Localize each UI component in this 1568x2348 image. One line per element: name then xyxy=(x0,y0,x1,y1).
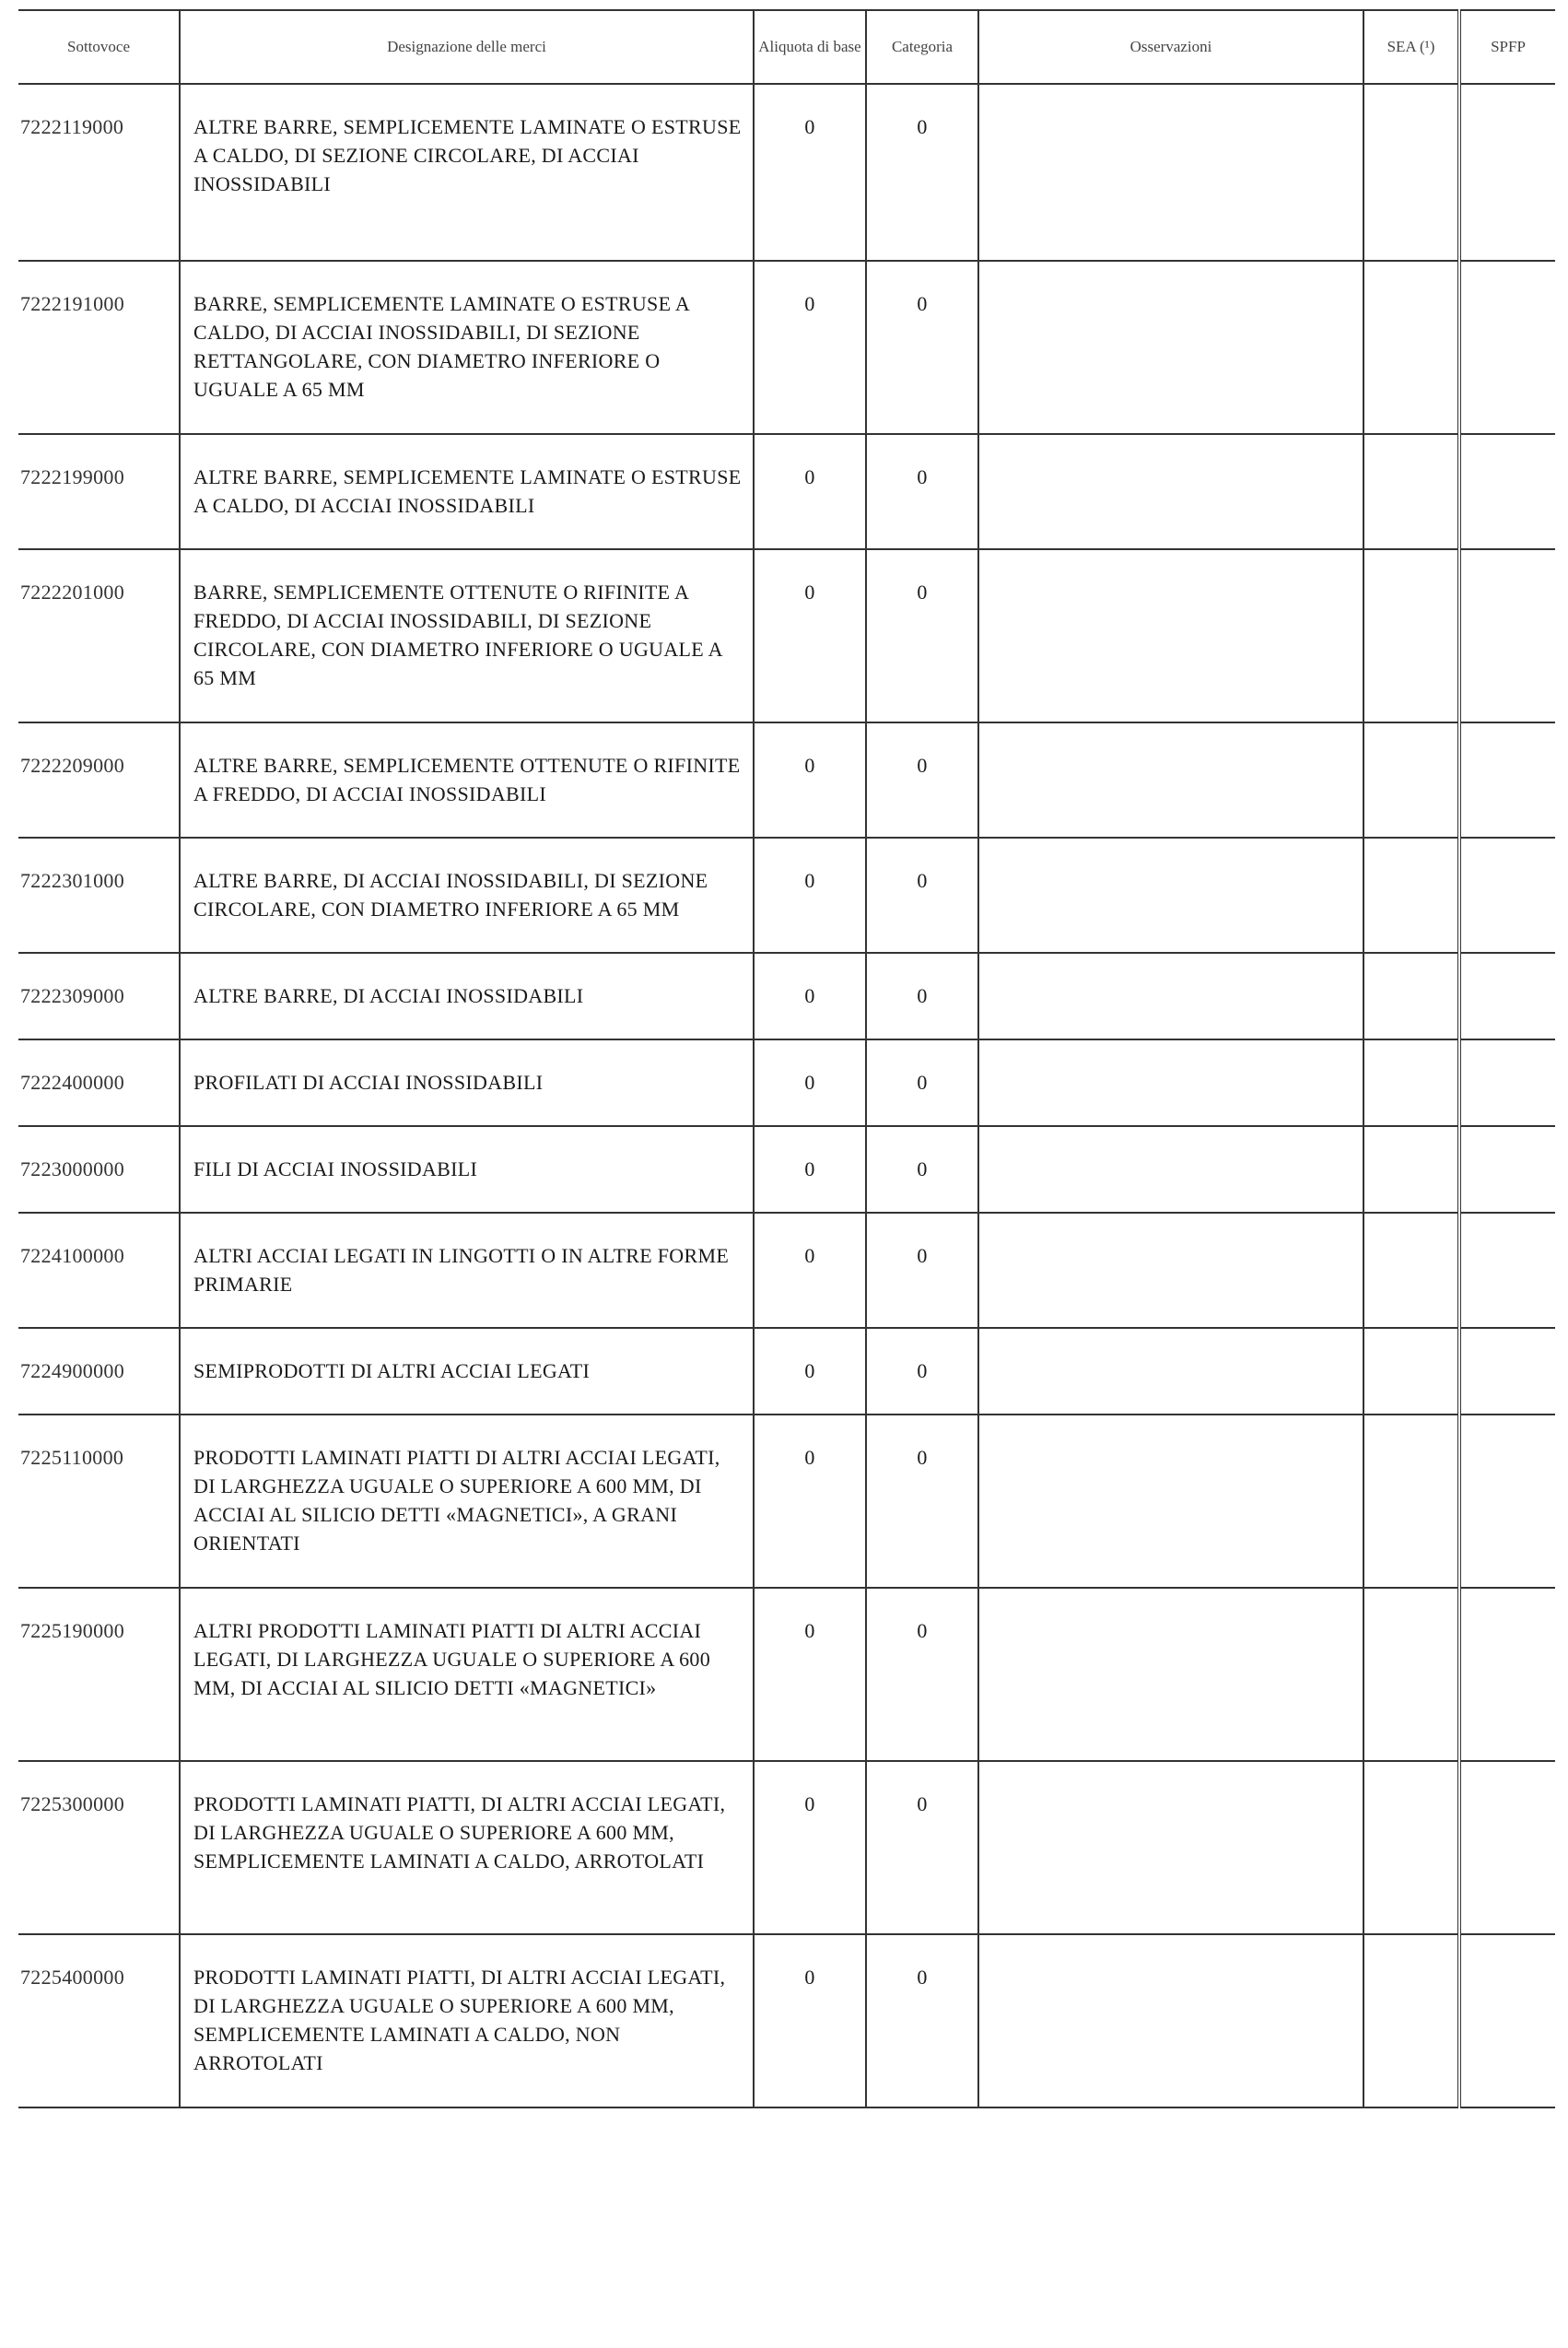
cell-designazione: SEMIPRODOTTI DI ALTRI ACCIAI LEGATI xyxy=(180,1328,754,1415)
cell-sea xyxy=(1363,549,1459,722)
table-row xyxy=(18,1761,1555,1934)
cell-aliquota: 0 xyxy=(754,84,866,261)
cell-aliquota: 0 xyxy=(754,722,866,838)
table-row xyxy=(18,261,1555,434)
col-header-categoria: Categoria xyxy=(866,10,978,84)
cell-sottovoce: 7222301000 xyxy=(18,838,180,953)
cell-sottovoce: 7225190000 xyxy=(18,1588,180,1761)
table-row xyxy=(18,84,1555,261)
cell-osservazioni xyxy=(978,1213,1363,1328)
table-row xyxy=(18,434,1555,549)
cell-sottovoce: 7222201000 xyxy=(18,549,180,722)
cell-designazione: BARRE, SEMPLICEMENTE LAMINATE O ESTRUSE A CALDO, DI ACCIAI INOSSIDABILI, DI SEZIONE RETTANGOLARE, CON DIAMETRO INFERIORE O UGUALE A 65 MM xyxy=(180,261,754,434)
cell-sea xyxy=(1363,1126,1459,1213)
cell-categoria: 0 xyxy=(866,722,978,838)
cell-designazione: PROFILATI DI ACCIAI INOSSIDABILI xyxy=(180,1039,754,1126)
cell-designazione: PRODOTTI LAMINATI PIATTI, DI ALTRI ACCIAI LEGATI, DI LARGHEZZA UGUALE O SUPERIORE A 600 MM, SEMPLICEMENTE LAMINATI A CALDO, NON ARROTOLATI xyxy=(180,1934,754,2107)
table-row xyxy=(18,1328,1555,1415)
cell-aliquota: 0 xyxy=(754,1934,866,2107)
cell-categoria: 0 xyxy=(866,1761,978,1934)
cell-aliquota: 0 xyxy=(754,838,866,953)
table-row xyxy=(18,838,1555,953)
cell-designazione: ALTRE BARRE, SEMPLICEMENTE LAMINATE O ESTRUSE A CALDO, DI SEZIONE CIRCOLARE, DI ACCIAI INOSSIDABILI xyxy=(180,84,754,261)
col-header-sottovoce: Sottovoce xyxy=(18,10,180,84)
cell-categoria: 0 xyxy=(866,1588,978,1761)
cell-designazione: ALTRE BARRE, DI ACCIAI INOSSIDABILI xyxy=(180,953,754,1039)
cell-aliquota: 0 xyxy=(754,1415,866,1588)
cell-aliquota: 0 xyxy=(754,1126,866,1213)
cell-sottovoce: 7225300000 xyxy=(18,1761,180,1934)
col-header-sea: SEA (¹) xyxy=(1363,10,1459,84)
cell-categoria: 0 xyxy=(866,953,978,1039)
cell-osservazioni xyxy=(978,838,1363,953)
header-row xyxy=(18,10,1555,84)
col-header-designazione: Designazione delle merci xyxy=(180,10,754,84)
cell-sea xyxy=(1363,1328,1459,1415)
cell-spfp xyxy=(1459,1761,1555,1934)
cell-sottovoce: 7225110000 xyxy=(18,1415,180,1588)
cell-designazione: ALTRI PRODOTTI LAMINATI PIATTI DI ALTRI ACCIAI LEGATI, DI LARGHEZZA UGUALE O SUPERIORE A 600 MM, DI ACCIAI AL SILICIO DETTI «MAGNETICI» xyxy=(180,1588,754,1761)
cell-spfp xyxy=(1459,1415,1555,1588)
cell-aliquota: 0 xyxy=(754,261,866,434)
cell-categoria: 0 xyxy=(866,1213,978,1328)
cell-categoria: 0 xyxy=(866,1328,978,1415)
cell-sottovoce: 7223000000 xyxy=(18,1126,180,1213)
cell-categoria: 0 xyxy=(866,549,978,722)
cell-designazione: ALTRE BARRE, SEMPLICEMENTE OTTENUTE O RIFINITE A FREDDO, DI ACCIAI INOSSIDABILI xyxy=(180,722,754,838)
cell-designazione: FILI DI ACCIAI INOSSIDABILI xyxy=(180,1126,754,1213)
cell-sea xyxy=(1363,1588,1459,1761)
cell-sea xyxy=(1363,838,1459,953)
cell-sottovoce: 7222309000 xyxy=(18,953,180,1039)
tariff-table-container xyxy=(18,9,1555,2108)
table-row xyxy=(18,722,1555,838)
cell-spfp xyxy=(1459,722,1555,838)
cell-sea xyxy=(1363,261,1459,434)
cell-osservazioni xyxy=(978,953,1363,1039)
cell-aliquota: 0 xyxy=(754,549,866,722)
cell-osservazioni xyxy=(978,261,1363,434)
table-row xyxy=(18,1213,1555,1328)
cell-sea xyxy=(1363,1761,1459,1934)
cell-aliquota: 0 xyxy=(754,1328,866,1415)
cell-osservazioni xyxy=(978,434,1363,549)
cell-categoria: 0 xyxy=(866,84,978,261)
cell-designazione: ALTRI ACCIAI LEGATI IN LINGOTTI O IN ALTRE FORME PRIMARIE xyxy=(180,1213,754,1328)
table-row xyxy=(18,549,1555,722)
cell-categoria: 0 xyxy=(866,1934,978,2107)
table-row xyxy=(18,1126,1555,1213)
cell-designazione: PRODOTTI LAMINATI PIATTI DI ALTRI ACCIAI LEGATI, DI LARGHEZZA UGUALE O SUPERIORE A 600 MM, DI ACCIAI AL SILICIO DETTI «MAGNETICI», A GRANI ORIENTATI xyxy=(180,1415,754,1588)
cell-sottovoce: 7224100000 xyxy=(18,1213,180,1328)
col-header-osservazioni: Osservazioni xyxy=(978,10,1363,84)
cell-aliquota: 0 xyxy=(754,1588,866,1761)
cell-spfp xyxy=(1459,1039,1555,1126)
cell-sea xyxy=(1363,1213,1459,1328)
cell-spfp xyxy=(1459,1328,1555,1415)
cell-sea xyxy=(1363,1934,1459,2107)
cell-sea xyxy=(1363,1415,1459,1588)
cell-sottovoce: 7222209000 xyxy=(18,722,180,838)
table-row xyxy=(18,1588,1555,1761)
cell-spfp xyxy=(1459,838,1555,953)
cell-osservazioni xyxy=(978,1588,1363,1761)
cell-spfp xyxy=(1459,84,1555,261)
cell-sottovoce: 7222199000 xyxy=(18,434,180,549)
table-row xyxy=(18,953,1555,1039)
tariff-table xyxy=(18,9,1555,2108)
cell-categoria: 0 xyxy=(866,434,978,549)
cell-osservazioni xyxy=(978,722,1363,838)
cell-sottovoce: 7225400000 xyxy=(18,1934,180,2107)
cell-spfp xyxy=(1459,1213,1555,1328)
cell-spfp xyxy=(1459,953,1555,1039)
col-header-spfp: SPFP xyxy=(1459,10,1555,84)
cell-sea xyxy=(1363,722,1459,838)
cell-categoria: 0 xyxy=(866,838,978,953)
cell-osservazioni xyxy=(978,1039,1363,1126)
cell-categoria: 0 xyxy=(866,1126,978,1213)
cell-sottovoce: 7222191000 xyxy=(18,261,180,434)
cell-designazione: PRODOTTI LAMINATI PIATTI, DI ALTRI ACCIAI LEGATI, DI LARGHEZZA UGUALE O SUPERIORE A 600 MM, SEMPLICEMENTE LAMINATI A CALDO, ARROTOLATI xyxy=(180,1761,754,1934)
cell-osservazioni xyxy=(978,1126,1363,1213)
col-header-aliquota: Aliquota di base xyxy=(754,10,866,84)
table-header xyxy=(18,10,1555,84)
cell-osservazioni xyxy=(978,1415,1363,1588)
cell-spfp xyxy=(1459,1934,1555,2107)
cell-aliquota: 0 xyxy=(754,1213,866,1328)
cell-categoria: 0 xyxy=(866,261,978,434)
table-row xyxy=(18,1039,1555,1126)
cell-designazione: BARRE, SEMPLICEMENTE OTTENUTE O RIFINITE A FREDDO, DI ACCIAI INOSSIDABILI, DI SEZIONE CIRCOLARE, CON DIAMETRO INFERIORE O UGUALE A 65 MM xyxy=(180,549,754,722)
cell-spfp xyxy=(1459,261,1555,434)
cell-osservazioni xyxy=(978,549,1363,722)
cell-sea xyxy=(1363,953,1459,1039)
cell-spfp xyxy=(1459,434,1555,549)
cell-sea xyxy=(1363,1039,1459,1126)
cell-osservazioni xyxy=(978,84,1363,261)
cell-aliquota: 0 xyxy=(754,1761,866,1934)
cell-aliquota: 0 xyxy=(754,953,866,1039)
cell-spfp xyxy=(1459,549,1555,722)
cell-sottovoce: 7222400000 xyxy=(18,1039,180,1126)
cell-spfp xyxy=(1459,1588,1555,1761)
cell-aliquota: 0 xyxy=(754,434,866,549)
cell-designazione: ALTRE BARRE, SEMPLICEMENTE LAMINATE O ESTRUSE A CALDO, DI ACCIAI INOSSIDABILI xyxy=(180,434,754,549)
cell-aliquota: 0 xyxy=(754,1039,866,1126)
cell-sottovoce: 7224900000 xyxy=(18,1328,180,1415)
cell-sottovoce: 7222119000 xyxy=(18,84,180,261)
cell-sea xyxy=(1363,434,1459,549)
cell-osservazioni xyxy=(978,1934,1363,2107)
cell-osservazioni xyxy=(978,1761,1363,1934)
table-body xyxy=(18,84,1555,2107)
cell-categoria: 0 xyxy=(866,1415,978,1588)
table-row xyxy=(18,1934,1555,2107)
cell-designazione: ALTRE BARRE, DI ACCIAI INOSSIDABILI, DI SEZIONE CIRCOLARE, CON DIAMETRO INFERIORE A 65 MM xyxy=(180,838,754,953)
table-row xyxy=(18,1415,1555,1588)
cell-osservazioni xyxy=(978,1328,1363,1415)
cell-sea xyxy=(1363,84,1459,261)
cell-spfp xyxy=(1459,1126,1555,1213)
cell-categoria: 0 xyxy=(866,1039,978,1126)
